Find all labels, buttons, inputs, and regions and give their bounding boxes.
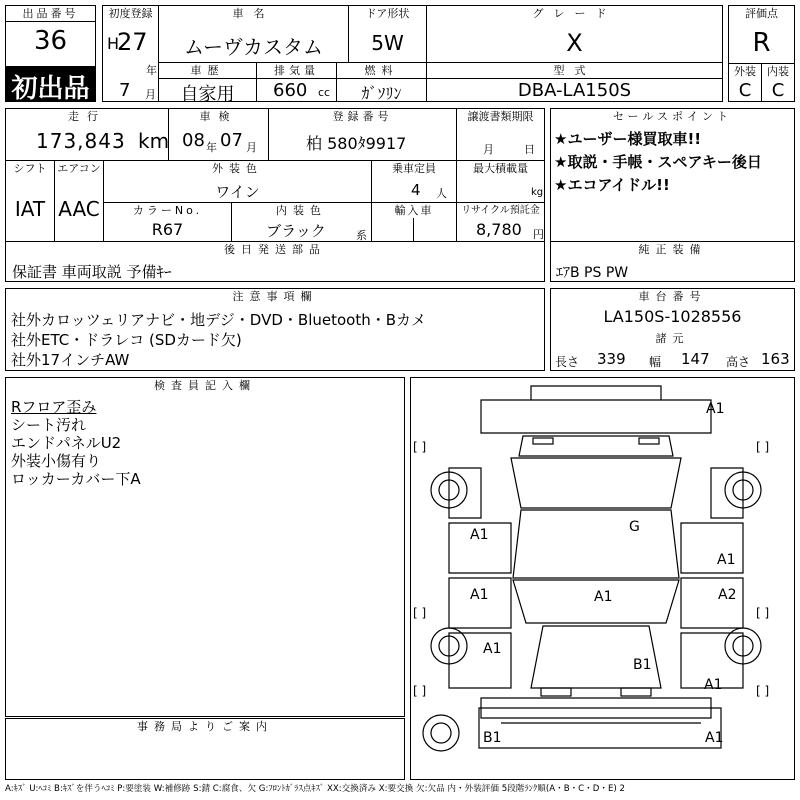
dimensions-title: 諸元 [551, 331, 794, 346]
interior-grade-label: 内装 [762, 64, 794, 79]
fuel-label: 燃料 [337, 63, 426, 78]
inspector-line-3: エンドパネルU2 [11, 434, 122, 452]
inspection-label: 車検 [169, 109, 268, 124]
later-items-box [5, 241, 545, 282]
info-table [5, 108, 545, 242]
sales-points-title: セールスポイント [551, 109, 794, 124]
door-type: 5W [371, 31, 404, 55]
color-no-label: カラーNo. [104, 203, 231, 218]
capacity-label: 乗車定員 [372, 161, 456, 176]
inspector-title: 検査員記入欄 [6, 378, 404, 393]
mileage-label: 走行 [6, 109, 168, 124]
transfer-label: 譲渡書類期限 [457, 109, 544, 124]
footer-legend: A:ｷｽﾞ U:ﾍｺﾐ B:ｷｽﾞを伴うﾍｺﾐ P:要塗装 W:補修跡 S:錆 C:腐食、欠 G:ﾌﾛﾝﾄｶﾞﾗｽ点ｷｽﾞ XX:交換済み X:要交換 欠:欠品 内・外装評価 5段階ﾗﾝｸ順(A・B・C・D・E) 2 [5, 784, 625, 794]
plate-number: 柏 580ﾀ9917 [306, 134, 407, 153]
model: DBA-LA150S [517, 80, 632, 101]
inspector-line-5: ロッカーカバー下A [11, 470, 141, 488]
notes-title: 注意事項欄 [6, 289, 544, 304]
reg-year-unit: 年 [146, 64, 157, 77]
notes-box [5, 288, 545, 371]
equipment-title: 純正装備 [551, 242, 794, 257]
fuel: ｶﾞｿﾘﾝ [361, 84, 402, 103]
recycle-fee: 8,780 [476, 220, 522, 239]
first-listing-badge: 初出品 [5, 66, 96, 102]
sales-point-3: ★エコアイドル!! [554, 176, 670, 194]
car-outline-drawing [411, 378, 794, 779]
import-label: 輸入車 [372, 203, 456, 218]
door-label: ドア形状 [349, 6, 426, 21]
bracket-right-bottom: [ ] [756, 684, 770, 698]
interior-color-label: 内装色 [232, 203, 371, 218]
mileage: 173,843 [36, 129, 126, 153]
later-items-text: 保証書 車両取説 予備ｷｰ [12, 263, 172, 281]
damage-mark-trunk: B1 [633, 657, 652, 673]
inspector-line-1: Rフロア歪み [11, 398, 97, 416]
transfer-month: 月 [483, 143, 494, 156]
score: R [752, 28, 771, 58]
notes-line-2: 社外ETC・ドラレコ (SDカード欠) [11, 331, 242, 349]
ac-label: エアコン [55, 161, 103, 176]
bracket-left-bottom: [ ] [413, 684, 427, 698]
exterior-grade: C [738, 80, 752, 101]
exterior-color: ワイン [215, 183, 260, 201]
shift-label: シフト [6, 161, 54, 176]
reg-label: 初度登録 [103, 6, 158, 21]
length: 339 [597, 350, 626, 368]
max-load-label: 最大積載量 [457, 161, 544, 176]
grade: X [566, 29, 583, 57]
inspector-line-2: シート汚れ [11, 416, 87, 434]
chassis-title: 車台番号 [551, 289, 794, 304]
office-notes-title: 事務局よりご案内 [6, 719, 404, 734]
lot-number-box [5, 5, 96, 67]
displacement-unit: cc [318, 86, 331, 99]
lot-number-label: 出品番号 [6, 6, 95, 22]
damage-mark-center: A1 [594, 589, 613, 605]
damage-mark-bottom-left: B1 [483, 730, 502, 746]
sales-point-2: ★取説・手帳・スペアキー後日 [554, 153, 762, 171]
reg-month: 7 [119, 80, 131, 101]
reg-year: 27 [117, 28, 148, 56]
shift: IAT [14, 197, 46, 221]
recycle-label: リサイクル預託金 [457, 203, 544, 218]
reg-era: H [107, 34, 120, 53]
damage-mark-right-rear: A1 [704, 677, 723, 693]
bracket-right-top: [ ] [756, 440, 770, 454]
ac: AAC [58, 197, 100, 221]
damage-mark-top-right: A1 [706, 401, 725, 417]
damage-mark-bottom-right: A1 [705, 730, 724, 746]
car-name: ムーヴカスタム [184, 35, 323, 59]
bracket-right-mid: [ ] [756, 606, 770, 620]
inspection-year: 08 [182, 130, 205, 151]
equipment-text: ｴｱB PS PW [556, 265, 629, 281]
width: 147 [681, 350, 710, 368]
damage-mark-left-rear: A1 [483, 641, 502, 657]
inspection-month: 07 [220, 130, 243, 151]
damage-mark-left-center: A1 [470, 587, 489, 603]
history-label: 車歴 [159, 63, 256, 78]
chassis-box [550, 288, 795, 371]
reg-month-unit: 月 [145, 88, 156, 101]
inspection-month-unit: 月 [246, 141, 257, 154]
exterior-grade-label: 外装 [729, 64, 761, 79]
model-label: 型式 [427, 63, 722, 78]
color-no: R67 [151, 220, 184, 239]
transfer-day: 日 [524, 143, 535, 156]
mileage-unit: km [138, 129, 170, 153]
length-label: 長さ [555, 355, 580, 369]
damage-mark-right-center: A2 [718, 587, 737, 603]
max-load-unit: kg [531, 187, 544, 198]
height: 163 [761, 350, 790, 368]
interior-color-suffix: 系 [356, 229, 367, 242]
later-items-title: 後日発送部品 [6, 242, 544, 257]
notes-line-3: 社外17インチAW [11, 351, 130, 369]
sales-points-box [550, 108, 795, 242]
displacement-label: 排気量 [257, 63, 336, 78]
history: 自家用 [180, 84, 235, 105]
capacity-unit: 人 [436, 187, 447, 200]
displacement: 660 [273, 80, 308, 101]
chassis-number: LA150S-1028556 [603, 307, 742, 326]
exterior-color-label: 外装色 [104, 161, 371, 176]
width-label: 幅 [649, 355, 662, 369]
capacity: 4 [411, 181, 421, 199]
bracket-left-mid: [ ] [413, 606, 427, 620]
score-label: 評価点 [729, 6, 794, 21]
notes-line-1: 社外カロッツェリアナビ・地デジ・DVD・Bluetooth・Bカメ [11, 311, 427, 329]
inspector-line-4: 外装小傷有り [11, 452, 102, 470]
office-notes-box [5, 718, 405, 780]
height-label: 高さ [726, 355, 751, 369]
score-box [728, 5, 795, 102]
bracket-left-top: [ ] [413, 440, 427, 454]
grade-label: グレード [427, 6, 722, 21]
car-name-label: 車名 [159, 6, 348, 21]
plate-label: 登録番号 [269, 109, 456, 124]
recycle-unit: 円 [533, 228, 544, 241]
inspector-box [5, 377, 405, 717]
lot-number: 36 [33, 26, 68, 56]
interior-color: ブラック [266, 222, 326, 240]
interior-grade: C [771, 80, 785, 101]
equipment-box [550, 241, 795, 282]
damage-mark-roof: G [629, 519, 640, 535]
vehicle-header-box [102, 5, 723, 105]
damage-mark-front-left: A1 [470, 527, 489, 543]
inspection-year-unit: 年 [206, 141, 217, 154]
damage-mark-right-front: A1 [717, 552, 736, 568]
sales-point-1: ★ユーザー様買取車!! [554, 130, 702, 148]
damage-diagram [410, 377, 795, 780]
